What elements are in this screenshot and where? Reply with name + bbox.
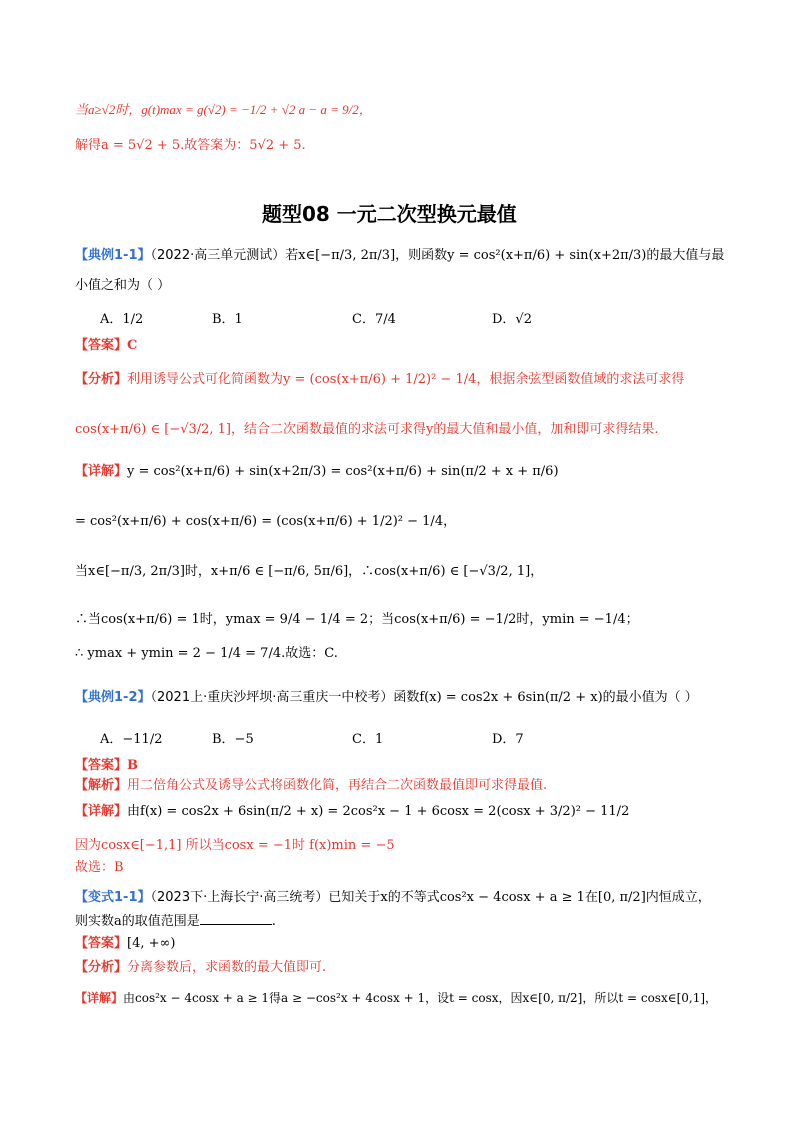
answer-line (75, 756, 138, 776)
detail-line-1 (75, 462, 559, 482)
analysis-tag: 【解析】 (75, 778, 128, 793)
analysis-line (75, 776, 547, 796)
answer-blank (200, 912, 272, 925)
detail-text: 由cos²x − 4cosx + a ≥ 1得a ≥ −cos²x + 4cosx + 1，设t = cosx，因x∈[0, π/2]，所以t = cosx∈[0,1]， (123, 991, 718, 1005)
example-1-1-stem-line-1 (75, 246, 724, 266)
detail-text: 由f(x) = cos2x + 6sin(π/2 + x) = 2cos²x − 1 + 6cosx = 2(cosx + 3/2)² − 11/2 (127, 804, 630, 819)
variant-stem-2: 则实数a的取值范围是 (75, 914, 200, 929)
detail-line-4: ∴当cos(x+π/6) = 1时，ymax = 9/4 − 1/4 = 2；当cos(x+π/6) = −1/2时，ymin = −1/4； (75, 612, 639, 627)
answer-tag: 【答案】 (75, 936, 128, 951)
analysis-tag: 【分析】 (75, 960, 128, 975)
detail-line-1 (75, 988, 717, 1008)
analysis-line-2: cos(x+π/6) ∈ [−√3/2, 1]，结合二次函数最值的求法可求得y的最大值和最小值，加和即可求得结果. (75, 422, 659, 437)
option-b: B．1 (212, 312, 243, 327)
detail-tag: 【详解】 (75, 991, 124, 1005)
option-b: B．−5 (212, 732, 254, 747)
analysis-line (75, 958, 326, 978)
example-tag: 【典例1-2】 (75, 690, 151, 705)
option-c: C．1 (352, 732, 384, 747)
intro-line-2: 解得a = 5√2 + 5.故答案为：5√2 + 5. (75, 138, 306, 153)
example-stem: 若x∈[−π/3, 2π/3]，则函数y = cos²(x+π/6) + sin(x+2π/3)的最大值与最 (285, 248, 725, 263)
detail-tag: 【详解】 (75, 464, 128, 479)
analysis-text: 利用诱导公式可化简函数为y = (cos(x+π/6) + 1/2)² − 1/4，根据余弦型函数值域的求法可求得 (127, 372, 685, 387)
option-d: D．√2 (492, 312, 532, 327)
variant-1-1-stem-line-2: 则实数a的取值范围是 . (75, 914, 276, 929)
analysis-text: 分离参数后，求函数的最大值即可. (127, 960, 327, 975)
answer-value: B (127, 758, 139, 773)
detail-line-3: 当x∈[−π/3, 2π/3]时，x+π/6 ∈ [−π/6, 5π/6]，∴cos(x+π/6) ∈ [−√3/2, 1]， (75, 564, 544, 579)
example-1-1-stem-line-2: 小值之和为（ ） (75, 278, 171, 293)
option-a: A．1/2 (100, 312, 144, 327)
example-1-2-stem (75, 688, 698, 708)
example-source: （2022·高三单元测试） (150, 248, 286, 263)
answer-value: C (127, 338, 138, 353)
answer-tag: 【答案】 (75, 338, 128, 353)
variant-1-1-stem-line-1 (75, 888, 711, 908)
answer-line (75, 336, 137, 356)
detail-line-5: ∴ ymax + ymin = 2 − 1/4 = 7/4.故选：C. (75, 646, 338, 661)
variant-source: （2023下·上海长宁·高三统考） (150, 890, 329, 905)
option-c: C．7/4 (352, 312, 396, 327)
example-stem: 函数f(x) = cos2x + 6sin(π/2 + x)的最小值为（ ） (393, 690, 698, 705)
detail-line-2: = cos²(x+π/6) + cos(x+π/6) = (cos(x+π/6) + 1/2)² − 1/4， (75, 514, 457, 529)
answer-line (75, 934, 175, 954)
intro-line-1: 当a≥√2时，g(t)max = g(√2) = −1/2 + √2 a − a = 9/2， (75, 102, 372, 117)
analysis-tag: 【分析】 (75, 372, 128, 387)
analysis-text: 用二倍角公式及诱导公式将函数化简，再结合二次函数最值即可求得最值. (127, 778, 548, 793)
option-d: D．7 (492, 732, 524, 747)
example-tag: 【典例1-1】 (75, 248, 151, 263)
variant-tag: 【变式1-1】 (75, 890, 151, 905)
detail-text: y = cos²(x+π/6) + sin(x+2π/3) = cos²(x+π/6) + sin(π/2 + x + π/6) (127, 464, 559, 479)
example-source: （2021上·重庆沙坪坝·高三重庆一中校考） (150, 690, 394, 705)
section-title: 题型08 一元二次型换元最值 (262, 202, 517, 226)
detail-line-2: 因为cosx∈[−1,1] 所以当cosx = −1时 f(x)min = −5 (75, 838, 395, 853)
answer-tag: 【答案】 (75, 758, 128, 773)
detail-tag: 【详解】 (75, 804, 128, 819)
answer-value: [4, +∞) (127, 936, 176, 951)
option-a: A．−11/2 (100, 732, 163, 747)
detail-line-3: 故选：B (75, 860, 124, 875)
analysis-line-1 (75, 370, 684, 390)
variant-stem: 已知关于x的不等式cos²x − 4cosx + a ≥ 1在[0, π/2]内恒成立， (328, 890, 711, 905)
detail-line-1 (75, 802, 629, 822)
